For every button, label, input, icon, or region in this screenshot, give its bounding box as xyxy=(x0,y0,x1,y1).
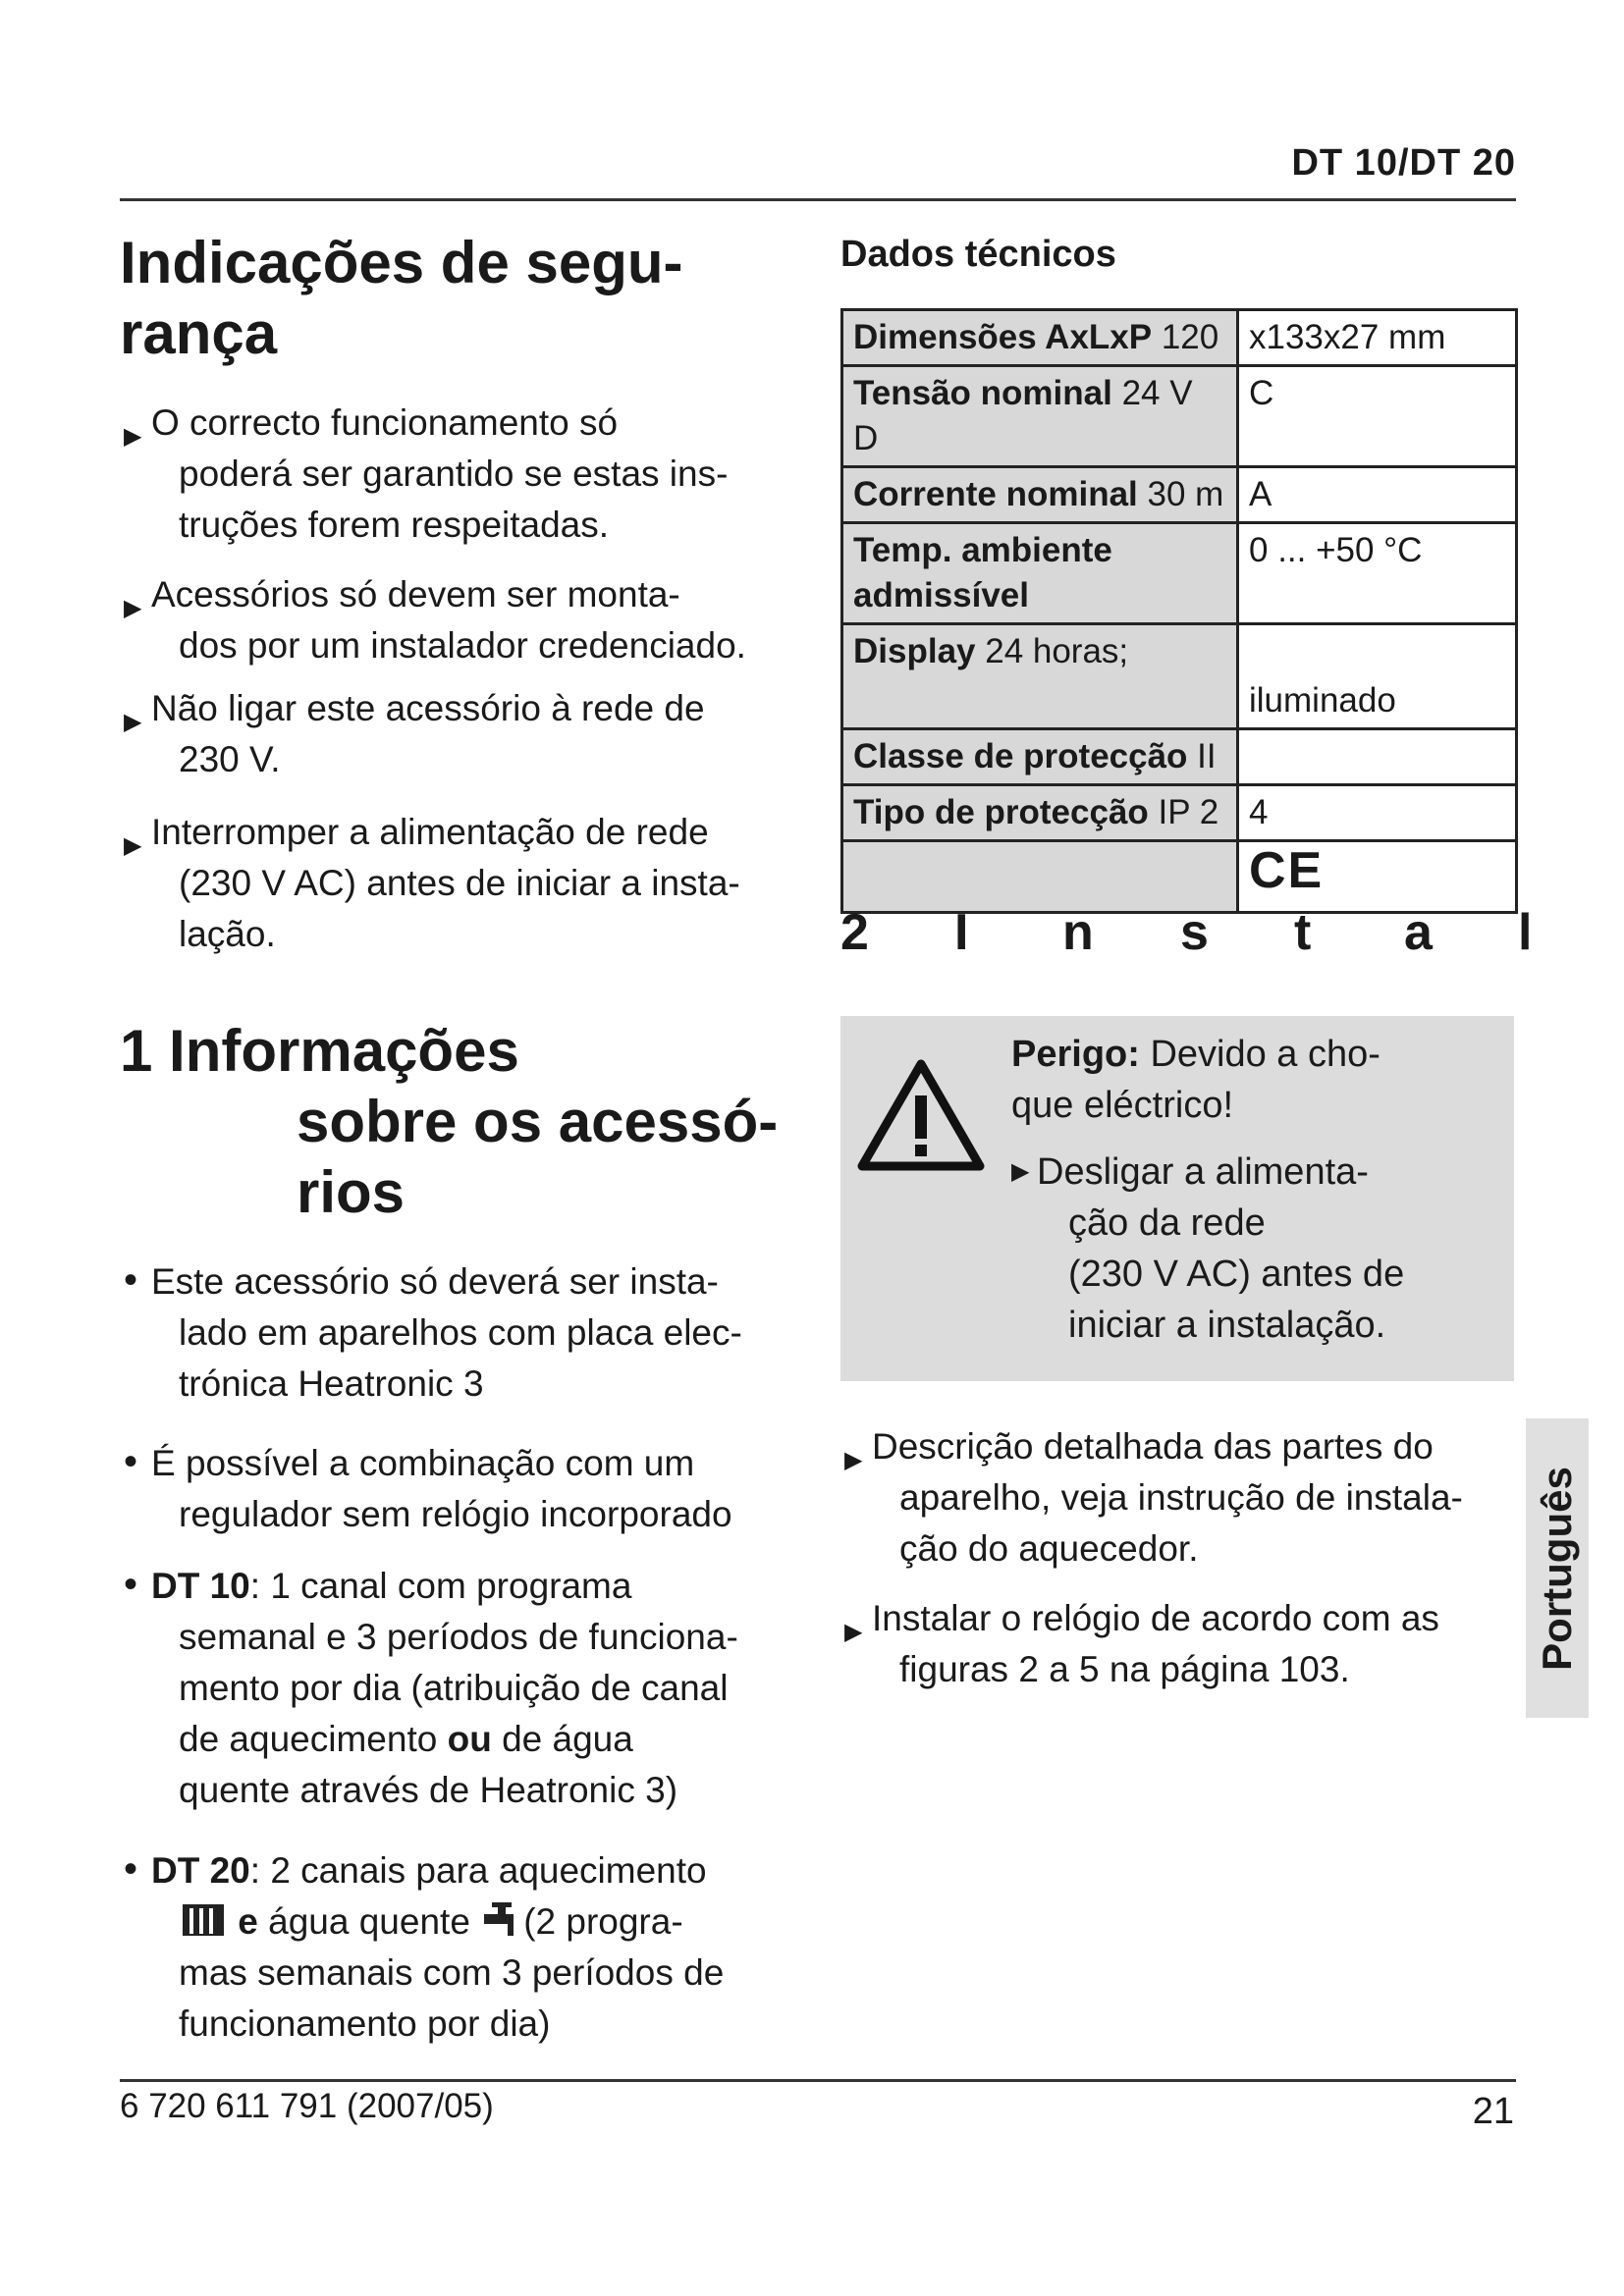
dt10-line-4b: de água xyxy=(491,1719,633,1759)
install-item xyxy=(840,1593,1508,1695)
accessory-item-line: É possível a combinação com um xyxy=(151,1443,695,1483)
document-number: 6 720 611 791 (2007/05) xyxy=(120,2087,494,2125)
safety-item-line: poderá ser garantido se estas ins- xyxy=(179,454,729,494)
triangle-bullet-icon: ▶ xyxy=(124,595,142,621)
dt10-item xyxy=(120,1561,797,1816)
safety-title-line-1: Indicações de segu- xyxy=(120,230,683,295)
tech-label-tail: 30 m xyxy=(1137,475,1224,513)
tech-data-title: Dados técnicos xyxy=(840,234,1116,275)
tech-label: Tipo de protecção xyxy=(853,793,1149,831)
warning-bullet xyxy=(1011,1147,1502,1351)
triangle-bullet-icon: ▶ xyxy=(844,1447,863,1473)
tech-label: Display xyxy=(853,632,976,670)
table-row xyxy=(842,366,1517,467)
warning-title: Perigo: xyxy=(1011,1034,1140,1075)
tech-value: 0 ... +50 °C xyxy=(1238,523,1517,624)
install-letter: n xyxy=(1062,904,1094,961)
triangle-bullet-icon: ▶ xyxy=(1011,1158,1030,1185)
radiator-icon xyxy=(179,1900,228,1940)
install-letter: l xyxy=(1518,904,1533,961)
accessory-item-line: lado em aparelhos com placa elec- xyxy=(179,1312,742,1353)
bullet-dot-icon: • xyxy=(124,1258,138,1302)
dt10-line: semanal e 3 períodos de funciona- xyxy=(179,1617,738,1657)
dt20-and-bold: e xyxy=(238,1901,258,1942)
tech-label: Corrente nominal xyxy=(853,475,1138,513)
document-title: DT 10/DT 20 xyxy=(1291,142,1516,184)
table-row xyxy=(842,467,1517,523)
triangle-bullet-icon: ▶ xyxy=(124,709,142,735)
bullet-dot-icon: • xyxy=(124,1440,138,1483)
language-side-tab xyxy=(1526,1418,1589,1718)
install-item xyxy=(840,1421,1508,1575)
safety-item-line: Não ligar este acessório à rede de xyxy=(151,688,705,728)
safety-item-line: dos por um instalador credenciado. xyxy=(179,625,746,666)
install-letter: t xyxy=(1294,904,1312,961)
dt10-line-5: quente através de Heatronic 3) xyxy=(179,1770,678,1810)
bullet-dot-icon: • xyxy=(124,1847,138,1891)
install-letter: I xyxy=(954,904,969,961)
tech-value xyxy=(1238,729,1517,785)
safety-heading xyxy=(120,228,827,369)
safety-item-line: 230 V. xyxy=(179,739,281,779)
bullet-dot-icon: • xyxy=(124,1563,138,1606)
tech-label-tail: IP 2 xyxy=(1148,793,1219,831)
page-number: 21 xyxy=(1472,2091,1514,2132)
warning-message: Devido a cho- xyxy=(1139,1034,1380,1075)
table-row xyxy=(842,523,1517,624)
language-label: Português xyxy=(1534,1466,1580,1671)
dt20-line: mas semanais com 3 períodos de xyxy=(179,1952,725,1993)
warning-triangle-icon xyxy=(856,1058,986,1172)
dt10-line: mento por dia (atribuição de canal xyxy=(179,1668,729,1708)
tech-label: Classe de protecção xyxy=(853,737,1188,775)
triangle-bullet-icon: ▶ xyxy=(124,832,142,859)
warning-bullet-line: (230 V AC) antes de xyxy=(1068,1254,1405,1295)
table-row xyxy=(842,729,1517,785)
table-row xyxy=(842,785,1517,841)
tech-label-tail: II xyxy=(1187,737,1217,775)
install-item-line: aparelho, veja instrução de instala- xyxy=(899,1477,1463,1518)
install-letter: s xyxy=(1180,904,1209,961)
safety-item-line: truções forem respeitadas. xyxy=(179,505,610,545)
tech-value: 4 xyxy=(1238,785,1517,841)
section-1-title-line-3: rios xyxy=(297,1159,406,1225)
dt10-text: : 1 canal com programa xyxy=(249,1566,632,1606)
safety-item-line: lação. xyxy=(179,914,276,954)
tech-value: C xyxy=(1238,366,1517,467)
accessory-item-line: Este acessório só deverá ser insta- xyxy=(151,1261,719,1302)
dt10-or-bold: ou xyxy=(447,1719,492,1759)
section-1-title-line-1: Informações xyxy=(169,1018,519,1084)
warning-message-line-2: que eléctrico! xyxy=(1011,1085,1234,1126)
table-row xyxy=(842,310,1517,366)
dt20-prog-text: (2 progra- xyxy=(523,1901,683,1942)
safety-item-line: Acessórios só devem ser monta- xyxy=(151,574,680,614)
tech-value: iluminado xyxy=(1238,624,1517,729)
section-1-title-line-2: sobre os acessó- xyxy=(297,1089,779,1154)
install-item-line: figuras 2 a 5 na página 103. xyxy=(899,1649,1350,1689)
accessory-item-line: regulador sem relógio incorporado xyxy=(179,1494,732,1534)
dt20-text: : 2 canais para aquecimento xyxy=(249,1850,707,1891)
tap-water-icon xyxy=(480,1900,523,1940)
warning-bullet-line: iniciar a instalação. xyxy=(1068,1305,1386,1346)
dt10-label: DT 10 xyxy=(151,1566,250,1606)
safety-item xyxy=(120,683,797,785)
warning-bullet-line: Desligar a alimenta- xyxy=(1037,1151,1369,1193)
tech-value: x133x27 mm xyxy=(1238,310,1517,366)
warning-bullet-line: ção da rede xyxy=(1068,1202,1266,1244)
triangle-bullet-icon: ▶ xyxy=(844,1619,863,1645)
triangle-bullet-icon: ▶ xyxy=(124,423,142,450)
safety-item-line: Interromper a alimentação de rede xyxy=(151,812,709,852)
install-item-line: Instalar o relógio de acordo com as xyxy=(872,1598,1439,1638)
accessory-item xyxy=(120,1256,797,1410)
header-rule xyxy=(120,198,1516,201)
safety-title-line-2: rança xyxy=(120,300,278,366)
dt20-line: funcionamento por dia) xyxy=(179,2003,551,2044)
section-1-number: 1 xyxy=(120,1018,153,1084)
accessory-item xyxy=(120,1438,797,1540)
safety-item-line: (230 V AC) antes de iniciar a insta- xyxy=(179,863,740,903)
safety-item xyxy=(120,569,797,671)
dt20-water-text: água quente xyxy=(257,1901,481,1942)
tech-label: Temp. ambiente admissível xyxy=(853,531,1112,614)
safety-item xyxy=(120,807,797,960)
tech-value: A xyxy=(1238,467,1517,523)
install-item-line: Descrição detalhada das partes do xyxy=(872,1426,1434,1467)
dt20-label: DT 20 xyxy=(151,1850,250,1891)
install-letter: 2 xyxy=(840,904,869,961)
dt20-item xyxy=(120,1845,797,2050)
section-1-heading xyxy=(120,1016,827,1228)
safety-item xyxy=(120,398,797,551)
install-letter: a xyxy=(1404,904,1433,961)
tech-label-tail: 120 xyxy=(1152,318,1219,356)
tech-data-table xyxy=(840,308,1518,914)
tech-label: Tensão nominal xyxy=(853,374,1112,412)
install-item-line: ção do aquecedor. xyxy=(899,1528,1199,1569)
safety-item-line: O correcto funcionamento só xyxy=(151,402,619,443)
accessory-item-line: trónica Heatronic 3 xyxy=(179,1363,484,1404)
tech-label-tail: 24 horas; xyxy=(975,632,1129,670)
warning-text xyxy=(1011,1029,1502,1351)
tech-label: Dimensões AxLxP xyxy=(853,318,1153,356)
dt10-line-4a: de aquecimento xyxy=(179,1719,448,1759)
table-row xyxy=(842,841,1517,913)
installation-heading xyxy=(840,903,1533,964)
ce-mark: CE xyxy=(1238,841,1517,913)
footer-rule xyxy=(120,2079,1516,2082)
table-row xyxy=(842,624,1517,729)
tech-label-tail: 24 V D xyxy=(853,374,1193,457)
